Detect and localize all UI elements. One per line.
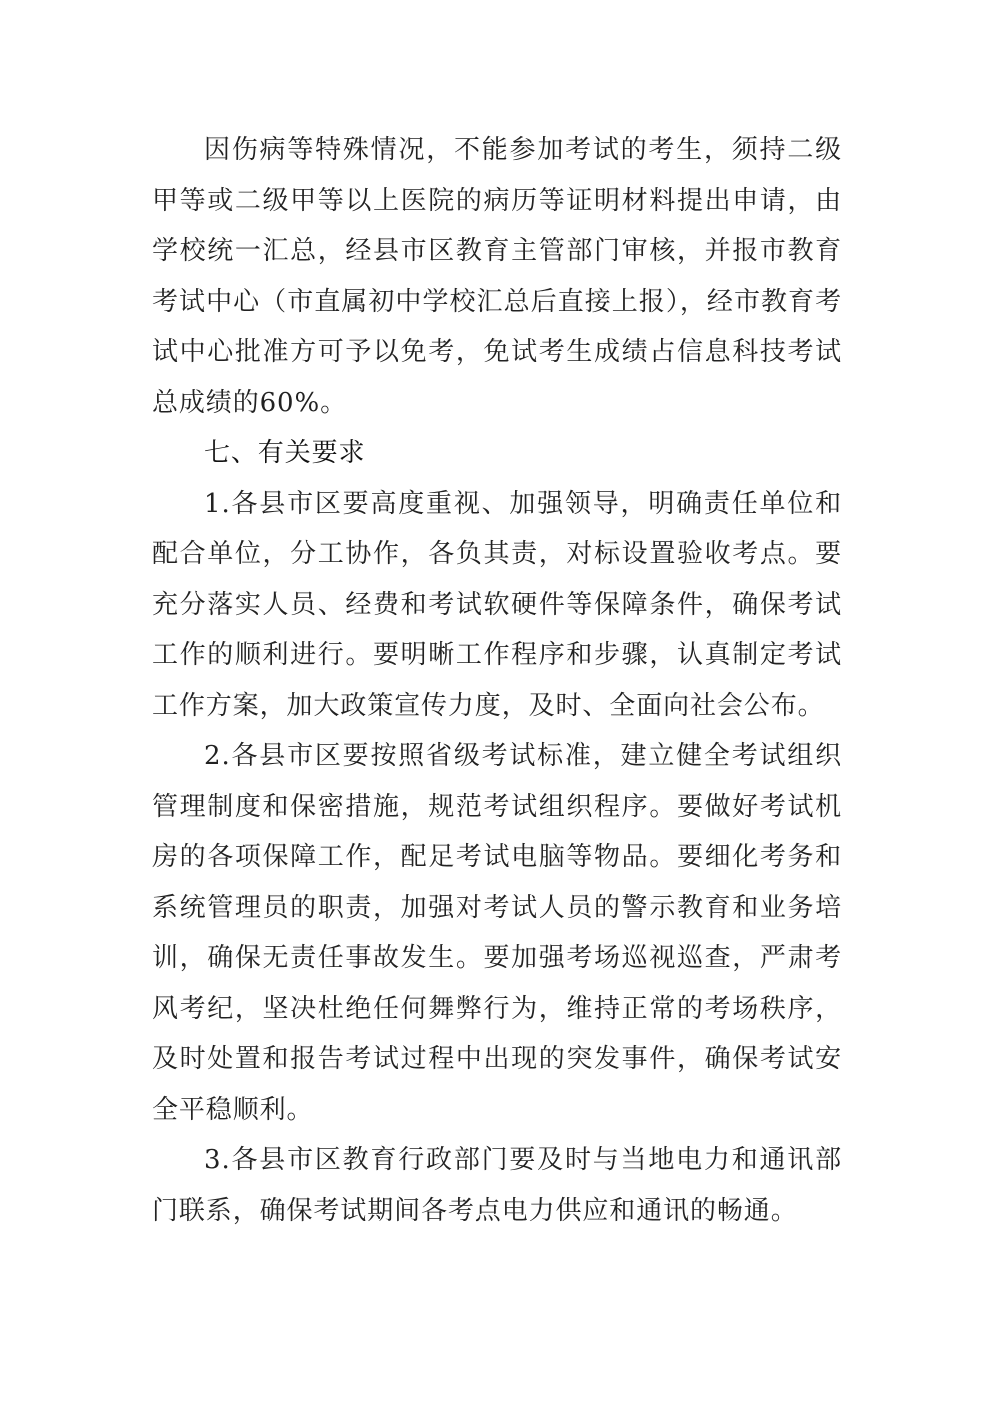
paragraph-requirement-1: 1.各县市区要高度重视、加强领导，明确责任单位和配合单位，分工协作，各负其责，对标设置验收考点。要充分落实人员、经费和考试软硬件等保障条件，确保考试工作的顺利进行。要明晰工作程序和步骤，认真制定考试工作方案，加大政策宣传力度，及时、全面向社会公布。 [152, 488, 842, 721]
paragraph-exemption: 因伤病等特殊情况，不能参加考试的考生，须持二级甲等或二级甲等以上医院的病历等证明材料提出申请，由学校统一汇总，经县市区教育主管部门审核，并报市教育考试中心（市直属初中学校汇总后直接上报），经市教育考试中心批准方可予以免考，免试考生成绩占信息科技考试总成绩的60%。 [152, 135, 842, 418]
section-heading: 七、有关要求 [204, 438, 366, 468]
document-body [152, 125, 842, 1236]
paragraph-requirement-3: 3.各县市区教育行政部门要及时与当地电力和通讯部门联系，确保考试期间各考点电力供应和通讯的畅通。 [152, 1145, 842, 1226]
paragraph-requirement-2: 2.各县市区要按照省级考试标准，建立健全考试组织管理制度和保密措施，规范考试组织程序。要做好考试机房的各项保障工作，配足考试电脑等物品。要细化考务和系统管理员的职责，加强对考试人员的警示教育和业务培训，确保无责任事故发生。要加强考场巡视巡查，严肃考风考纪，坚决杜绝任何舞弊行为，维持正常的考场秩序，及时处置和报告考试过程中出现的突发事件，确保考试安全平稳顺利。 [152, 741, 842, 1125]
